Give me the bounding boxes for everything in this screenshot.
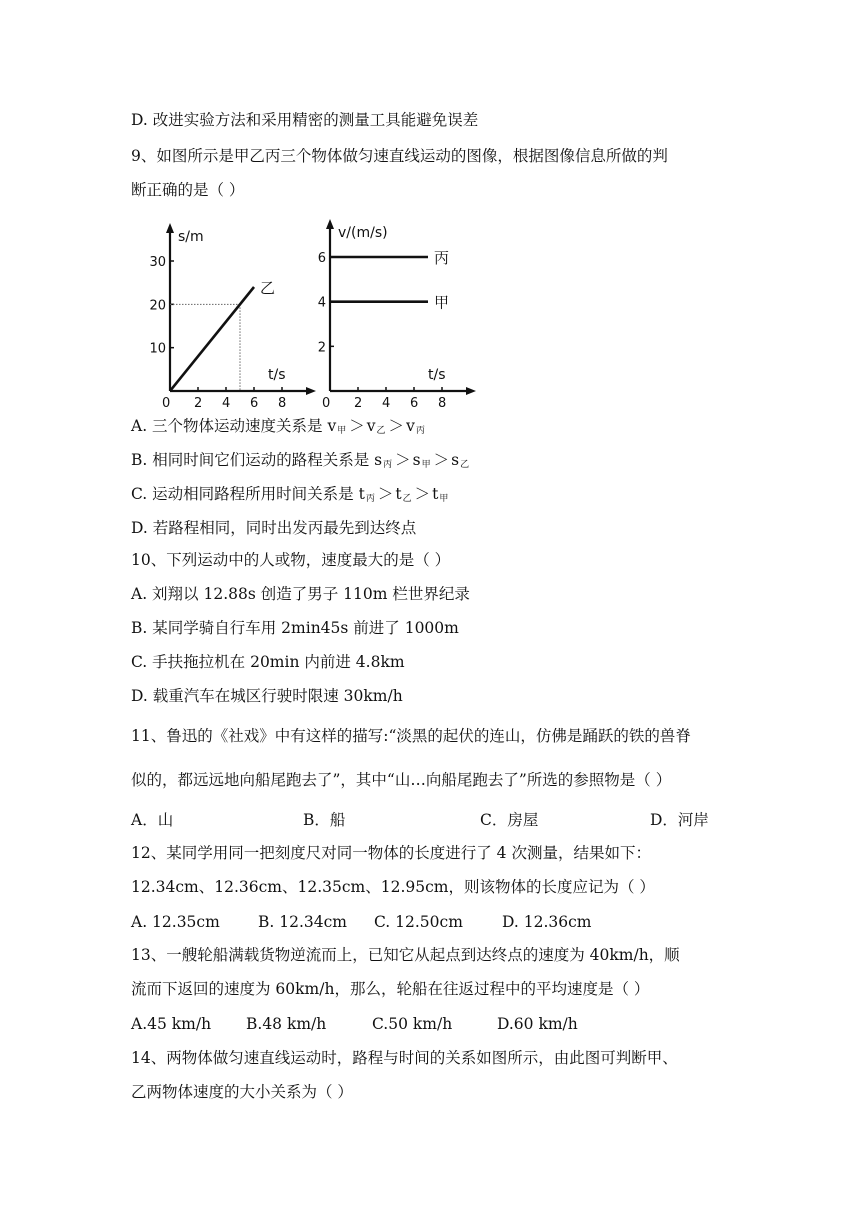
- q10-option-b: B. 某同学骑自行车用 2min45s 前进了 1000m: [131, 619, 459, 637]
- q9-c-sub3: 甲: [439, 494, 449, 504]
- q9-a-gt2: ＞: [388, 417, 405, 435]
- series-label-乙: 乙: [260, 279, 276, 297]
- q11-option-b: B．船: [303, 811, 346, 829]
- q9-option-d: D. 若路程相同，同时出发丙最先到达终点: [131, 519, 417, 537]
- x-tick-label: 6: [410, 396, 419, 410]
- series-line-乙: [170, 287, 254, 391]
- q9-a-var2: v: [366, 417, 376, 435]
- y-tick-label: 30: [149, 255, 166, 270]
- q9-figure: [135, 215, 505, 410]
- x-tick-label: 4: [382, 396, 391, 410]
- q13-stem-line2: 流而下返回的速度为 60km/h，那么，轮船在往返过程中的平均速度是（ ）: [131, 980, 650, 998]
- x-axis-label: t/s: [428, 367, 446, 383]
- q9-option-a: [131, 416, 426, 441]
- q13-option-d: D.60 km/h: [497, 1015, 578, 1033]
- q9-a-gt1: ＞: [349, 417, 365, 435]
- y-tick-label: 6: [317, 251, 326, 266]
- q12-option-b: B. 12.34cm: [258, 913, 347, 931]
- q9-b-sub3: 乙: [460, 460, 470, 470]
- y-tick-label: 20: [149, 298, 166, 314]
- x-tick-label: 0: [322, 396, 331, 410]
- y-axis-label: v/(m/s): [338, 225, 388, 241]
- q9-stem-line1: 9、如图所示是甲乙丙三个物体做匀速直线运动的图像，根据图像信息所做的判: [131, 147, 668, 165]
- q9-a-sub2: 乙: [376, 426, 386, 436]
- q10-stem: 10、下列运动中的人或物，速度最大的是（ ）: [131, 551, 451, 569]
- q10-option-a: A. 刘翔以 12.88s 创造了男子 110m 栏世界纪录: [131, 585, 470, 603]
- q9-b-gt2: ＞: [433, 451, 450, 469]
- y-axis-label: s/m: [178, 229, 204, 245]
- x-axis-arrow: [466, 387, 476, 395]
- q9-option-c: [131, 484, 449, 509]
- q9-a-sub3: 丙: [415, 426, 425, 436]
- q9-b-sub1: 丙: [383, 460, 393, 470]
- x-tick-label: 2: [354, 396, 363, 410]
- x-axis-label: t/s: [268, 367, 286, 383]
- q9-b-prefix: B. 相同时间它们运动的路程关系是 s: [131, 451, 383, 469]
- x-tick-label: 6: [250, 396, 259, 410]
- q9-c-var3: t: [432, 485, 439, 503]
- q9-stem-line2: 断正确的是（ ）: [131, 181, 245, 199]
- q9-c-var2: t: [395, 485, 402, 503]
- q12-option-a: A. 12.35cm: [131, 913, 220, 931]
- x-axis-arrow: [306, 387, 316, 395]
- q12-option-c: C. 12.50cm: [374, 913, 463, 931]
- series-label-甲: 甲: [434, 293, 450, 312]
- q9-a-sub1: 甲: [337, 426, 347, 436]
- q13-option-b: B.48 km/h: [246, 1015, 327, 1033]
- q9-option-b: [131, 450, 470, 475]
- q14-stem-line1: 14、两物体做匀速直线运动时，路程与时间的关系如图所示，由此图可判断甲、: [131, 1049, 678, 1067]
- q11-stem-line2: 似的，都远远地向船尾跑去了”，其中“山…向船尾跑去了”所选的参照物是（ ）: [131, 771, 672, 789]
- q9-b-var3: s: [451, 451, 460, 469]
- x-tick-label: 2: [194, 396, 203, 410]
- q9-a-var3: v: [406, 417, 415, 435]
- q13-option-c: C.50 km/h: [372, 1015, 453, 1033]
- q13-option-a: A.45 km/h: [131, 1015, 212, 1033]
- q8-option-d: D. 改进实验方法和采用精密的测量工具能避免误差: [131, 111, 479, 129]
- q9-c-sub1: 丙: [365, 494, 375, 504]
- q12-stem-line1: 12、某同学用同一把刻度尺对同一物体的长度进行了 4 次测量，结果如下：: [131, 844, 651, 862]
- q12-option-d: D. 12.36cm: [502, 913, 592, 931]
- x-tick-label: 8: [278, 396, 287, 410]
- q10-option-d: D. 载重汽车在城区行驶时限速 30km/h: [131, 687, 403, 705]
- q11-option-a: A．山: [131, 811, 174, 829]
- x-tick-label: 8: [438, 396, 447, 410]
- y-axis-arrow: [326, 219, 334, 229]
- q9-c-gt2: ＞: [414, 485, 431, 503]
- y-axis-arrow: [166, 223, 174, 233]
- q9-a-prefix: A. 三个物体运动速度关系是 v: [131, 417, 337, 435]
- q9-b-gt1: ＞: [395, 451, 411, 469]
- q11-stem-line1: 11、鲁迅的《社戏》中有这样的描写:“淡黑的起伏的连山，仿佛是踊跃的铁的兽脊: [131, 727, 691, 745]
- q11-option-d: D．河岸: [650, 811, 709, 829]
- vt-graph: [318, 219, 476, 410]
- q12-stem-line2: 12.34cm、12.36cm、12.35cm、12.95cm，则该物体的长度应记为（ ）: [131, 878, 655, 896]
- x-tick-label: 4: [222, 396, 231, 410]
- q10-option-c: C. 手扶拖拉机在 20min 内前进 4.8km: [131, 653, 405, 671]
- y-tick-label: 2: [317, 340, 326, 356]
- q9-b-sub2: 甲: [421, 460, 431, 470]
- x-tick-label: 0: [162, 396, 171, 410]
- q9-c-sub2: 乙: [402, 494, 412, 504]
- q9-c-prefix: C. 运动相同路程所用时间关系是 t: [131, 485, 365, 503]
- q11-option-c: C．房屋: [480, 811, 539, 829]
- q9-c-gt1: ＞: [377, 485, 394, 503]
- y-tick-label: 10: [149, 341, 166, 357]
- q13-stem-line1: 13、一艘轮船满载货物逆流而上，已知它从起点到达终点的速度为 40km/h，顺: [131, 946, 680, 964]
- series-label-丙: 丙: [434, 249, 450, 267]
- y-tick-label: 4: [317, 295, 326, 311]
- q14-stem-line2: 乙两物体速度的大小关系为（ ）: [131, 1083, 353, 1101]
- q9-b-var2: s: [412, 451, 421, 469]
- st-graph: [149, 223, 316, 410]
